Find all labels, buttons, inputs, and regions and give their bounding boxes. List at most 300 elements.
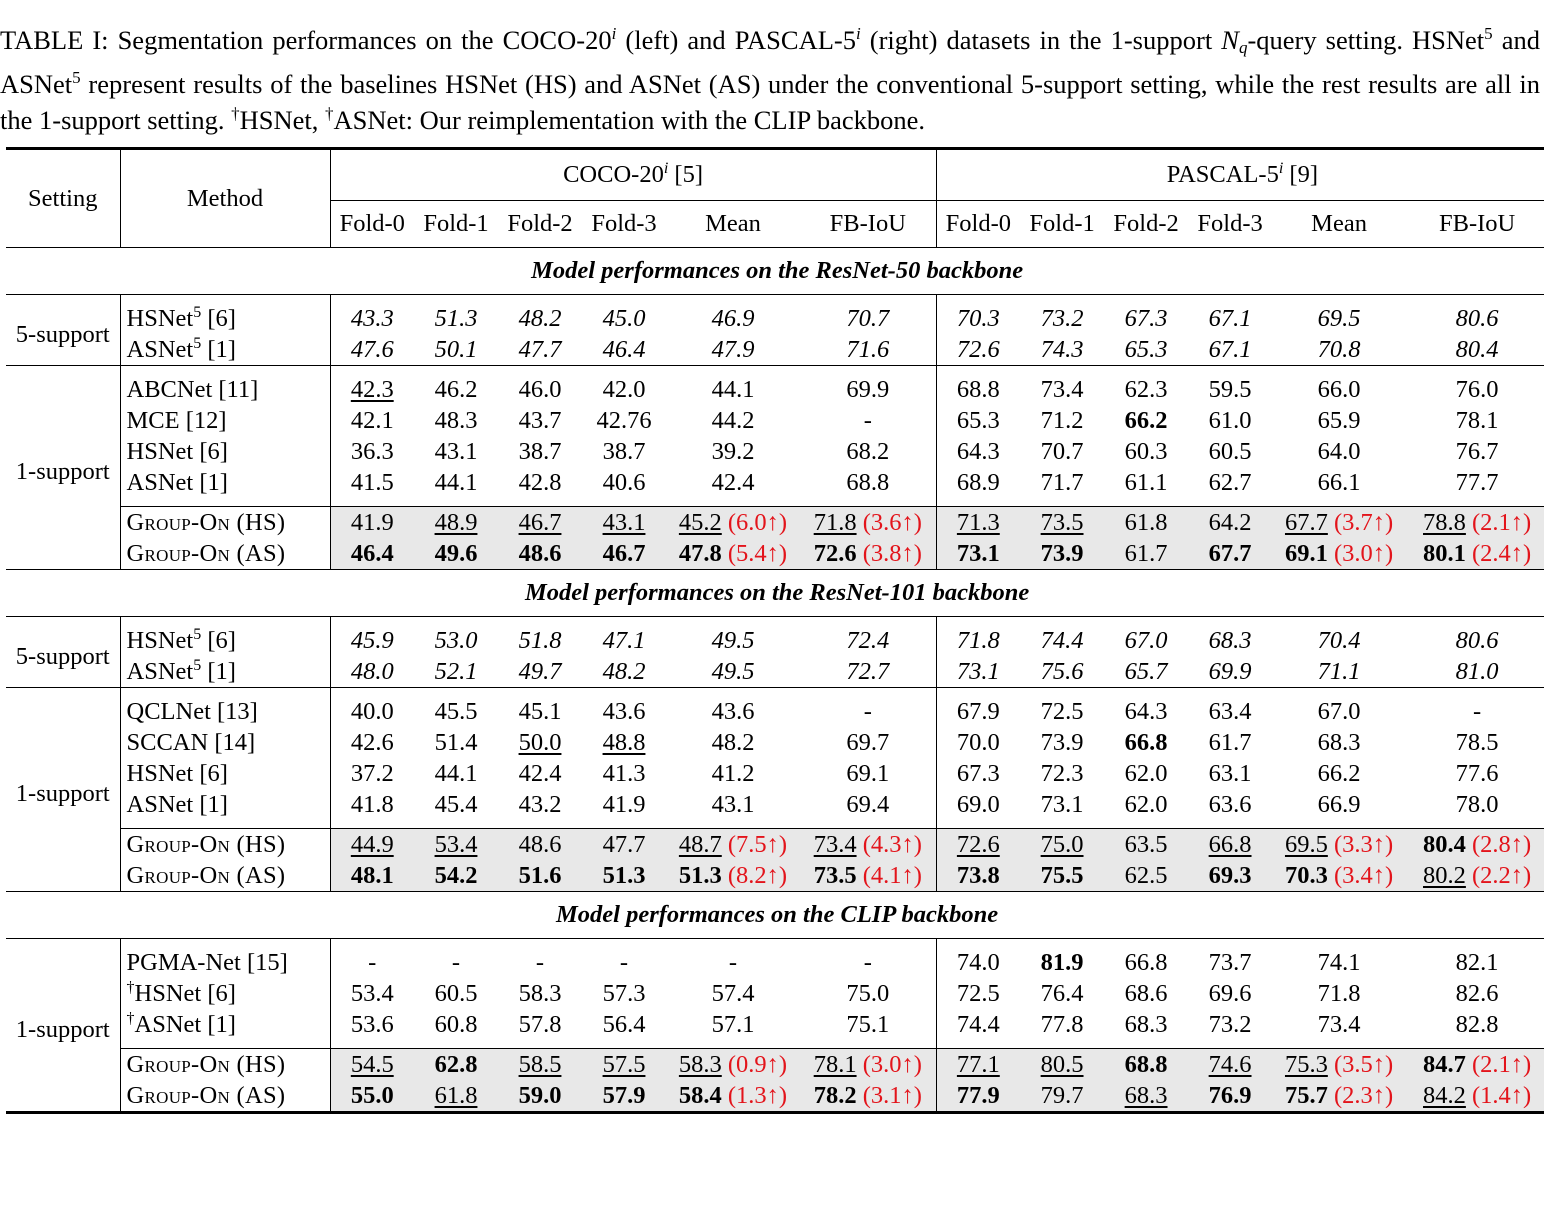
value-cell: - — [863, 949, 872, 976]
value-cell: 69.5 — [1317, 305, 1361, 332]
value-cell: 65.7 — [1124, 658, 1168, 685]
value-cell: 41.2 — [711, 760, 755, 787]
gain-value: (2.1↑) — [1472, 1051, 1532, 1078]
value-cell: 41.5 — [330, 467, 414, 498]
value-cell: 47.8 (5.4↑) — [666, 538, 800, 570]
value-cell: 42.3 — [330, 374, 414, 405]
value-cell: 43.2 — [518, 791, 562, 818]
value-cell: 47.9 — [711, 336, 755, 363]
method-cell: ASNet$^5$ [1] — [120, 334, 330, 366]
value-cell: 67.3 — [1124, 305, 1168, 332]
value-cell: 48.3 — [434, 407, 478, 434]
value-cell: 69.9 — [1208, 658, 1252, 685]
value-cell: 46.7 — [582, 538, 666, 570]
value-cell: 77.9 — [936, 1080, 1020, 1113]
method-cell: QCLNet [13] — [120, 696, 330, 727]
value-cell: 72.6 — [936, 334, 1020, 366]
section-title: Model performances on the ResNet-101 backbone — [6, 570, 1544, 617]
value-cell: 62.3 — [1124, 376, 1168, 403]
value-cell: 68.8 — [846, 469, 890, 496]
value-cell: - — [1473, 698, 1482, 725]
value-cell: 67.0 — [1317, 698, 1361, 725]
value-cell: 42.8 — [518, 469, 562, 496]
value-cell: 73.9 — [1020, 538, 1104, 570]
value-cell: 82.1 — [1455, 949, 1499, 976]
value-cell: 72.4 — [846, 627, 890, 654]
section-title-row — [6, 248, 1544, 295]
value-cell: 67.0 — [1124, 627, 1168, 654]
value-cell: 80.5 — [1020, 1049, 1104, 1081]
gain-value: (7.5↑) — [727, 831, 788, 858]
value-cell: 78.1 (3.0↑) — [800, 1049, 936, 1081]
value-cell: 62.7 — [1208, 469, 1252, 496]
setting-cell: 5-support — [15, 320, 110, 348]
value-cell: 51.3 — [582, 860, 666, 892]
value-cell: 77.8 — [1040, 1011, 1084, 1038]
value-cell: 61.0 — [1208, 407, 1252, 434]
header-pascal: PASCAL-5$^i$ [9] — [936, 149, 1544, 201]
value-cell: 47.1 — [602, 627, 646, 654]
value-cell: 59.0 — [498, 1080, 582, 1113]
column-header: FB-IoU — [800, 201, 936, 248]
value-cell: 66.0 — [1317, 376, 1361, 403]
value-cell: 58.3 — [518, 980, 562, 1007]
header-coco: COCO-20$^i$ [5] — [330, 149, 936, 201]
value-cell: 48.6 — [498, 829, 582, 861]
value-cell: 65.3 — [1124, 336, 1168, 363]
value-cell: 68.3 — [1104, 1080, 1188, 1113]
value-cell: 45.2 (6.0↑) — [666, 507, 800, 539]
value-cell: 66.1 — [1317, 469, 1361, 496]
gain-value: (2.2↑) — [1472, 862, 1532, 889]
value-cell: 74.4 — [936, 1009, 1020, 1040]
value-cell: 73.4 — [1040, 376, 1084, 403]
header-method: Method — [120, 149, 330, 248]
value-cell: 69.0 — [936, 789, 1020, 820]
value-cell: 44.1 — [434, 469, 478, 496]
ours-row — [6, 507, 1544, 539]
value-cell: 70.4 — [1317, 627, 1361, 654]
value-cell: 38.7 — [602, 438, 646, 465]
value-cell: 42.0 — [602, 376, 646, 403]
setting-cell: 1-support — [6, 947, 120, 1113]
column-header: Fold-0 — [330, 201, 414, 248]
value-cell: 75.5 — [1020, 860, 1104, 892]
value-cell: 58.3 (0.9↑) — [666, 1049, 800, 1081]
value-cell: 39.2 — [711, 438, 755, 465]
value-cell: 68.3 — [1317, 729, 1361, 756]
value-cell: 77.6 — [1455, 760, 1499, 787]
value-cell: 42.76 — [596, 407, 652, 434]
value-cell: 43.1 — [711, 791, 755, 818]
value-cell: 74.6 — [1188, 1049, 1272, 1081]
ours-row — [6, 829, 1544, 861]
value-cell: 68.6 — [1124, 980, 1168, 1007]
ours-row — [6, 1080, 1544, 1113]
value-cell: 48.1 — [330, 860, 414, 892]
value-cell: 62.0 — [1124, 760, 1168, 787]
value-cell: 53.4 — [414, 829, 498, 861]
value-cell: 42.6 — [330, 727, 414, 758]
column-header: Fold-2 — [498, 201, 582, 248]
value-cell: 43.7 — [518, 407, 562, 434]
value-cell: 43.6 — [711, 698, 755, 725]
value-cell: 40.6 — [602, 469, 646, 496]
value-cell: 73.1 — [1040, 791, 1084, 818]
value-cell: 43.3 — [330, 303, 414, 334]
method-cell: MCE [12] — [120, 405, 330, 436]
value-cell: 71.1 — [1317, 658, 1361, 685]
value-cell: 80.1 (2.4↑) — [1406, 538, 1544, 570]
value-cell: 37.2 — [330, 758, 414, 789]
gain-value: (3.3↑) — [1333, 831, 1394, 858]
column-header: Fold-1 — [414, 201, 498, 248]
gain-value: (2.8↑) — [1472, 831, 1532, 858]
value-cell: 80.6 — [1455, 627, 1499, 654]
value-cell: 47.7 — [518, 336, 562, 363]
method-cell: †HSNet [6] — [120, 978, 330, 1009]
value-cell: 56.4 — [602, 1011, 646, 1038]
value-cell: 71.8 (3.6↑) — [800, 507, 936, 539]
table-row — [6, 303, 1544, 334]
value-cell: 44.9 — [330, 829, 414, 861]
value-cell: 61.7 — [1208, 729, 1252, 756]
value-cell: 42.4 — [711, 469, 755, 496]
value-cell: 41.9 — [330, 507, 414, 539]
value-cell: 62.0 — [1124, 791, 1168, 818]
value-cell: 47.7 — [582, 829, 666, 861]
value-cell: 64.0 — [1317, 438, 1361, 465]
setting-cell: 1-support — [15, 780, 110, 807]
method-cell: HSNet [6] — [120, 436, 330, 467]
value-cell: 73.1 — [936, 538, 1020, 570]
value-cell: 57.4 — [711, 980, 755, 1007]
value-cell: 51.3 (8.2↑) — [666, 860, 800, 892]
value-cell: 81.0 — [1455, 658, 1499, 685]
value-cell: 53.6 — [330, 1009, 414, 1040]
value-cell: 68.3 — [1124, 1011, 1168, 1038]
value-cell: - — [619, 949, 629, 976]
value-cell: 62.8 — [414, 1049, 498, 1081]
value-cell: 66.2 — [1124, 407, 1168, 434]
column-header: Fold-0 — [936, 201, 1020, 248]
gain-value: (3.8↑) — [862, 540, 922, 567]
gain-value: (4.3↑) — [862, 831, 922, 858]
value-cell: 45.5 — [434, 698, 478, 725]
value-cell: 80.2 (2.2↑) — [1406, 860, 1544, 892]
value-cell: 70.3 — [936, 303, 1020, 334]
group-gap — [6, 617, 1544, 626]
value-cell: 46.2 — [434, 376, 478, 403]
value-cell: 68.9 — [936, 467, 1020, 498]
header-setting: Setting — [6, 149, 120, 248]
value-cell: 65.3 — [936, 405, 1020, 436]
value-cell: 58.5 — [498, 1049, 582, 1081]
column-header: Mean — [1272, 201, 1406, 248]
gain-value: (3.5↑) — [1333, 1051, 1394, 1078]
value-cell: 63.4 — [1208, 698, 1252, 725]
value-cell: 71.3 — [936, 507, 1020, 539]
value-cell: 48.2 — [711, 729, 755, 756]
value-cell: 68.2 — [846, 438, 890, 465]
value-cell: 74.4 — [1040, 627, 1084, 654]
value-cell: - — [330, 947, 414, 978]
results-table-wrapper — [6, 147, 1538, 1114]
value-cell: 71.2 — [1040, 407, 1084, 434]
results-table — [6, 147, 1544, 1114]
value-cell: 64.3 — [1124, 698, 1168, 725]
gain-value: (1.3↑) — [727, 1082, 788, 1109]
value-cell: 44.1 — [711, 376, 755, 403]
ours-row — [6, 1049, 1544, 1081]
value-cell: 78.1 — [1455, 407, 1499, 434]
table-row — [6, 334, 1544, 366]
value-cell: 48.9 — [414, 507, 498, 539]
value-cell: 75.3 (3.5↑) — [1272, 1049, 1406, 1081]
value-cell: 80.4 (2.8↑) — [1406, 829, 1544, 861]
value-cell: 58.4 (1.3↑) — [666, 1080, 800, 1113]
value-cell: 75.0 — [1020, 829, 1104, 861]
value-cell: 69.1 (3.0↑) — [1272, 538, 1406, 570]
value-cell: 70.3 (3.4↑) — [1272, 860, 1406, 892]
value-cell: 60.3 — [1124, 438, 1168, 465]
value-cell: 61.8 — [1104, 507, 1188, 539]
value-cell: 77.7 — [1455, 469, 1499, 496]
table-row — [6, 467, 1544, 498]
gain-value: (2.3↑) — [1333, 1082, 1394, 1109]
value-cell: 76.7 — [1455, 438, 1499, 465]
table-row — [6, 1009, 1544, 1040]
ours-row — [6, 860, 1544, 892]
value-cell: 57.5 — [582, 1049, 666, 1081]
value-cell: 73.5 (4.1↑) — [800, 860, 936, 892]
gain-value: (1.4↑) — [1472, 1082, 1532, 1109]
ours-gap — [6, 820, 1544, 829]
value-cell: 45.0 — [602, 305, 646, 332]
value-cell: 81.9 — [1040, 949, 1084, 976]
value-cell: 69.3 — [1188, 860, 1272, 892]
value-cell: 38.7 — [518, 438, 562, 465]
value-cell: - — [535, 949, 545, 976]
ours-gap — [6, 498, 1544, 507]
value-cell: 43.1 — [582, 507, 666, 539]
value-cell: 67.9 — [936, 696, 1020, 727]
value-cell: 45.4 — [434, 791, 478, 818]
value-cell: 59.5 — [1208, 376, 1252, 403]
value-cell: 73.7 — [1208, 949, 1252, 976]
value-cell: 46.0 — [518, 376, 562, 403]
value-cell: 69.5 (3.3↑) — [1272, 829, 1406, 861]
value-cell: 41.3 — [602, 760, 646, 787]
value-cell: 53.4 — [330, 978, 414, 1009]
value-cell: 77.1 — [936, 1049, 1020, 1081]
value-cell: 48.2 — [602, 658, 646, 685]
value-cell: 41.8 — [330, 789, 414, 820]
value-cell: 75.7 (2.3↑) — [1272, 1080, 1406, 1113]
method-cell: PGMA-Net [15] — [120, 947, 330, 978]
value-cell: 73.2 — [1040, 305, 1084, 332]
gain-value: (3.0↑) — [862, 1051, 922, 1078]
value-cell: 73.1 — [936, 656, 1020, 688]
value-cell: 71.8 — [1317, 980, 1361, 1007]
value-cell: 53.0 — [434, 627, 478, 654]
value-cell: 69.1 — [846, 760, 890, 787]
value-cell: 73.4 — [1317, 1011, 1361, 1038]
value-cell: 78.8 (2.1↑) — [1406, 507, 1544, 539]
value-cell: 51.6 — [498, 860, 582, 892]
value-cell: 42.1 — [330, 405, 414, 436]
value-cell: 67.1 — [1208, 305, 1252, 332]
value-cell: 57.3 — [602, 980, 646, 1007]
table-row — [6, 758, 1544, 789]
value-cell: 68.8 — [936, 374, 1020, 405]
gain-value: (6.0↑) — [727, 509, 788, 536]
value-cell: 54.2 — [414, 860, 498, 892]
value-cell: 50.1 — [434, 336, 478, 363]
value-cell: 45.1 — [518, 698, 562, 725]
gain-value: (2.1↑) — [1472, 509, 1532, 536]
value-cell: 40.0 — [330, 696, 414, 727]
value-cell: 80.4 — [1455, 336, 1499, 363]
method-cell: ASNet$^5$ [1] — [120, 656, 330, 688]
method-cell: Group-On (HS) — [120, 507, 330, 539]
value-cell: 43.6 — [602, 698, 646, 725]
column-header: Fold-2 — [1104, 201, 1188, 248]
value-cell: 66.8 — [1188, 829, 1272, 861]
method-cell: Group-On (HS) — [120, 1049, 330, 1081]
value-cell: 36.3 — [330, 436, 414, 467]
value-cell: 67.7 (3.7↑) — [1272, 507, 1406, 539]
header-row-datasets — [6, 149, 1544, 201]
value-cell: 69.7 — [846, 729, 890, 756]
value-cell: 71.6 — [846, 336, 890, 363]
value-cell: 63.5 — [1104, 829, 1188, 861]
value-cell: 66.9 — [1317, 791, 1361, 818]
value-cell: 72.6 — [936, 829, 1020, 861]
value-cell: 66.2 — [1317, 760, 1361, 787]
value-cell: 68.3 — [1208, 627, 1252, 654]
value-cell: 48.6 — [498, 538, 582, 570]
table-row — [6, 978, 1544, 1009]
value-cell: 72.5 — [1040, 698, 1084, 725]
value-cell: 63.6 — [1208, 791, 1252, 818]
table-row — [6, 789, 1544, 820]
value-cell: 78.2 (3.1↑) — [800, 1080, 936, 1113]
value-cell: 71.8 — [936, 625, 1020, 656]
value-cell: 55.0 — [330, 1080, 414, 1113]
method-cell: Group-On (AS) — [120, 860, 330, 892]
value-cell: 82.6 — [1455, 980, 1499, 1007]
value-cell: 74.0 — [936, 947, 1020, 978]
value-cell: 49.5 — [711, 627, 755, 654]
value-cell: 69.9 — [846, 376, 890, 403]
column-header: Fold-3 — [1188, 201, 1272, 248]
value-cell: 62.5 — [1104, 860, 1188, 892]
value-cell: 70.7 — [1040, 438, 1084, 465]
table-row — [6, 625, 1544, 656]
value-cell: 72.3 — [1040, 760, 1084, 787]
method-cell: ASNet [1] — [120, 467, 330, 498]
column-header: Fold-1 — [1020, 201, 1104, 248]
value-cell: 61.7 — [1104, 538, 1188, 570]
group-gap — [6, 939, 1544, 948]
table-row — [6, 696, 1544, 727]
value-cell: 46.4 — [330, 538, 414, 570]
value-cell: 51.8 — [518, 627, 562, 654]
value-cell: 67.7 — [1188, 538, 1272, 570]
value-cell: 46.7 — [498, 507, 582, 539]
value-cell: 44.2 — [711, 407, 755, 434]
value-cell: 49.7 — [518, 658, 562, 685]
table-row — [6, 656, 1544, 688]
value-cell: 75.0 — [846, 980, 890, 1007]
value-cell: 75.6 — [1040, 658, 1084, 685]
value-cell: 63.1 — [1208, 760, 1252, 787]
value-cell: - — [728, 949, 738, 976]
value-cell: 51.3 — [434, 305, 478, 332]
value-cell: 66.8 — [1124, 949, 1168, 976]
group-gap — [6, 366, 1544, 375]
value-cell: 60.5 — [434, 980, 478, 1007]
value-cell: 74.3 — [1040, 336, 1084, 363]
value-cell: 71.7 — [1040, 469, 1084, 496]
value-cell: 60.8 — [434, 1011, 478, 1038]
value-cell: 48.8 — [602, 729, 646, 756]
value-cell: 52.1 — [434, 658, 478, 685]
value-cell: 73.8 — [936, 860, 1020, 892]
section-title-row — [6, 570, 1544, 617]
gain-value: (4.1↑) — [862, 862, 922, 889]
method-cell: ABCNet [11] — [120, 374, 330, 405]
value-cell: 49.6 — [414, 538, 498, 570]
value-cell: 64.3 — [936, 436, 1020, 467]
value-cell: 48.2 — [518, 305, 562, 332]
section-title: Model performances on the ResNet-50 backbone — [6, 248, 1544, 295]
method-cell: Group-On (HS) — [120, 829, 330, 861]
table-row — [6, 947, 1544, 978]
value-cell: 69.6 — [1208, 980, 1252, 1007]
value-cell: 73.2 — [1208, 1011, 1252, 1038]
value-cell: 72.5 — [936, 978, 1020, 1009]
ours-gap — [6, 1040, 1544, 1049]
value-cell: 72.6 (3.8↑) — [800, 538, 936, 570]
value-cell: 70.8 — [1317, 336, 1361, 363]
value-cell: 84.2 (1.4↑) — [1406, 1080, 1544, 1113]
value-cell: 45.9 — [330, 625, 414, 656]
method-cell: Group-On (AS) — [120, 1080, 330, 1113]
gain-value: (5.4↑) — [727, 540, 788, 567]
value-cell: 72.7 — [846, 658, 890, 685]
value-cell: - — [863, 407, 872, 434]
section-title: Model performances on the CLIP backbone — [6, 892, 1544, 939]
value-cell: 75.1 — [846, 1011, 890, 1038]
value-cell: 54.5 — [330, 1049, 414, 1081]
value-cell: 73.9 — [1040, 729, 1084, 756]
value-cell: 41.9 — [602, 791, 646, 818]
value-cell: 43.1 — [434, 438, 478, 465]
value-cell: 51.4 — [434, 729, 478, 756]
value-cell: 70.0 — [936, 727, 1020, 758]
value-cell: 48.0 — [330, 656, 414, 688]
value-cell: 61.8 — [414, 1080, 498, 1113]
gain-value: (0.9↑) — [727, 1051, 788, 1078]
value-cell: 47.6 — [330, 334, 414, 366]
method-cell: HSNet$^5$ [6] — [120, 625, 330, 656]
value-cell: 80.6 — [1455, 305, 1499, 332]
value-cell: 69.4 — [846, 791, 890, 818]
value-cell: 46.9 — [711, 305, 755, 332]
value-cell: 74.1 — [1317, 949, 1361, 976]
